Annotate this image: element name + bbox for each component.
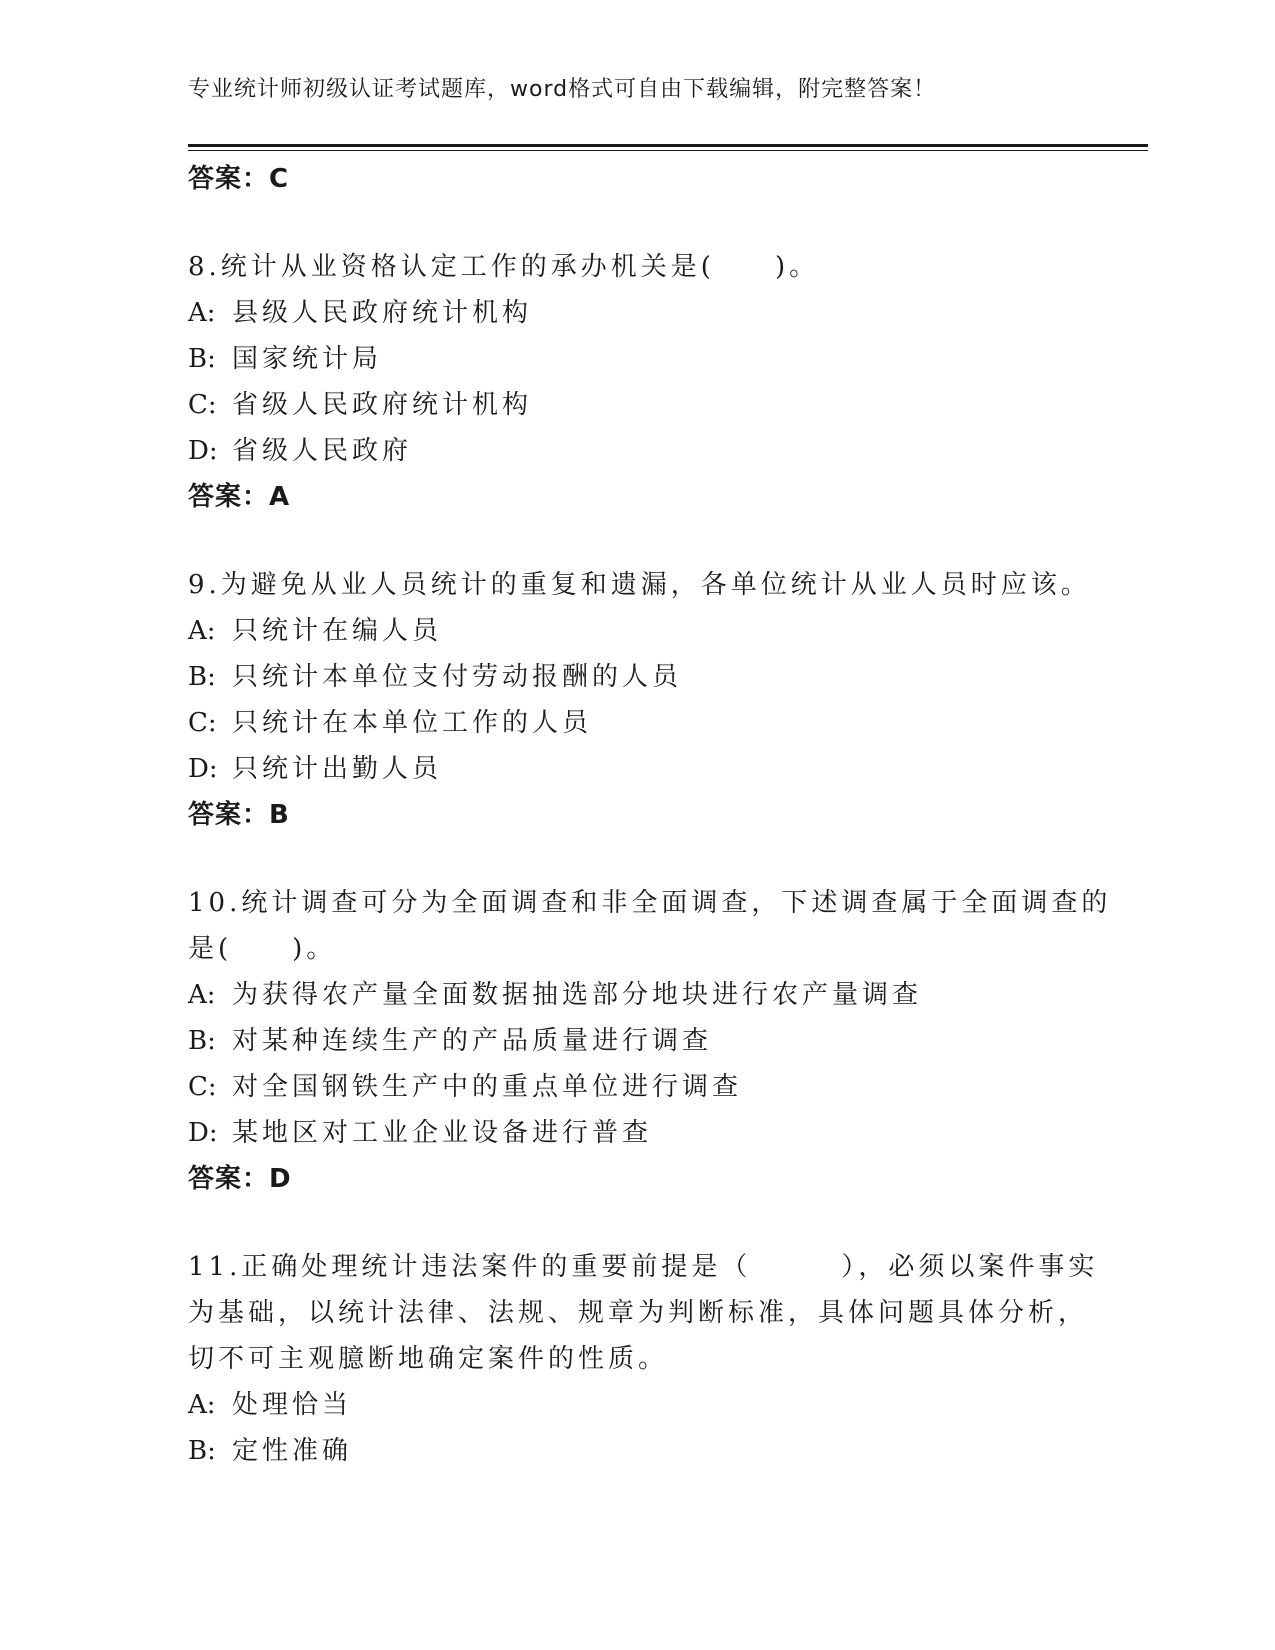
option-item xyxy=(188,428,1088,474)
option-text: 某地区对工业企业设备进行普查 xyxy=(232,1118,653,1148)
option-text: 国家统计局 xyxy=(232,344,383,374)
option-text: 省级人民政府统计机构 xyxy=(232,390,533,420)
answer-label: 答案：A xyxy=(188,482,291,512)
option-letter: B: xyxy=(188,1026,216,1056)
question-block xyxy=(188,244,1088,520)
answer-label: 答案：D xyxy=(188,1164,292,1194)
option-text: 县级人民政府统计机构 xyxy=(232,298,533,328)
question-block xyxy=(188,562,1091,838)
option-letter: B: xyxy=(188,1436,216,1466)
question-text: 切不可主观臆断地确定案件的性质。 xyxy=(188,1344,669,1374)
option-text: 只统计在本单位工作的人员 xyxy=(232,708,593,738)
option-text: 定性准确 xyxy=(232,1436,353,1466)
header-rule-thin xyxy=(188,150,1148,151)
question-block xyxy=(188,1244,1099,1474)
option-item xyxy=(188,746,1088,792)
option-letter: A: xyxy=(188,616,216,646)
page-header: 专业统计师初级认证考试题库，word格式可自由下载编辑，附完整答案！ xyxy=(188,77,937,102)
option-letter: D: xyxy=(188,436,218,466)
option-letter: A: xyxy=(188,980,216,1010)
question-list xyxy=(188,156,1112,1474)
option-letter: C: xyxy=(188,708,217,738)
question-text: 9.为避免从业人员统计的重复和遗漏，各单位统计从业人员时应该。 xyxy=(188,570,1091,600)
question-text: 为基础，以统计法律、法规、规章为判断标准，具体问题具体分析， xyxy=(188,1298,1089,1328)
question-block xyxy=(188,880,1112,1202)
option-item xyxy=(188,290,1088,336)
option-text: 对全国钢铁生产中的重点单位进行调查 xyxy=(232,1072,743,1102)
question-text: 10.统计调查可分为全面调查和非全面调查，下述调查属于全面调查的 xyxy=(188,888,1112,918)
option-item xyxy=(188,336,1088,382)
option-item xyxy=(188,1110,1088,1156)
questions-container xyxy=(188,244,1112,1474)
question-text: 是( )。 xyxy=(188,934,337,964)
option-item xyxy=(188,382,1088,428)
option-item xyxy=(188,1018,1088,1064)
option-letter: B: xyxy=(188,662,216,692)
option-item xyxy=(188,1428,1088,1474)
question-text: 8.统计从业资格认定工作的承办机关是( )。 xyxy=(188,252,820,282)
answer-label: 答案：C xyxy=(188,164,290,194)
option-item xyxy=(188,608,1088,654)
option-item xyxy=(188,972,1088,1018)
option-letter: D: xyxy=(188,754,218,784)
option-item xyxy=(188,654,1088,700)
option-text: 为获得农产量全面数据抽选部分地块进行农产量调查 xyxy=(232,980,923,1010)
option-letter: A: xyxy=(188,1390,216,1420)
option-text: 对某种连续生产的产品质量进行调查 xyxy=(232,1026,713,1056)
option-item xyxy=(188,1382,1088,1428)
option-text: 只统计在编人员 xyxy=(232,616,443,646)
option-text: 只统计出勤人员 xyxy=(232,754,443,784)
option-letter: C: xyxy=(188,390,217,420)
answer-label: 答案：B xyxy=(188,800,290,830)
option-text: 处理恰当 xyxy=(232,1390,353,1420)
option-text: 只统计本单位支付劳动报酬的人员 xyxy=(232,662,683,692)
option-letter: A: xyxy=(188,298,216,328)
option-text: 省级人民政府 xyxy=(232,436,413,466)
question-text: 11.正确处理统计违法案件的重要前提是（ ），必须以案件事实 xyxy=(188,1252,1099,1282)
option-letter: D: xyxy=(188,1118,218,1148)
header-rule-thick xyxy=(188,144,1148,147)
option-letter: C: xyxy=(188,1072,217,1102)
option-item xyxy=(188,1064,1088,1110)
option-letter: B: xyxy=(188,344,216,374)
option-item xyxy=(188,700,1088,746)
